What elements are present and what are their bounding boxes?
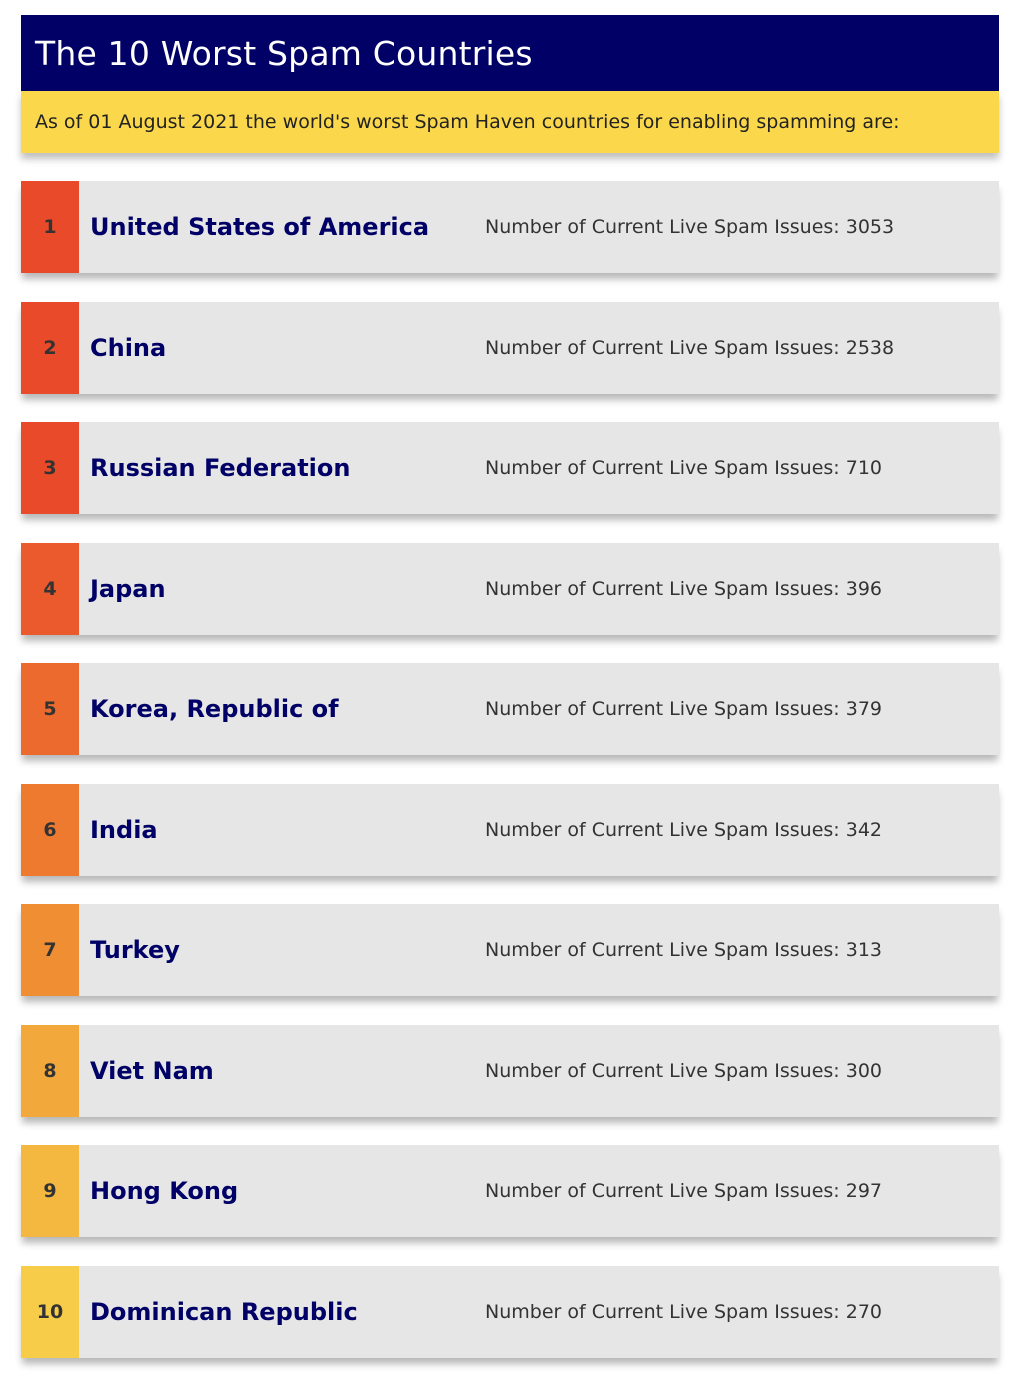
country-name-link[interactable]: Dominican Republic: [90, 1297, 358, 1326]
issues-label: Number of Current Live Spam Issues:: [485, 1059, 840, 1082]
title-bar: [21, 15, 999, 91]
issues-label: Number of Current Live Spam Issues:: [485, 336, 840, 359]
rank-badge: 10: [21, 1266, 79, 1358]
country-row[interactable]: [21, 1145, 999, 1237]
country-name-link[interactable]: Turkey: [90, 936, 180, 964]
issues-number: 313: [845, 939, 883, 961]
spam-countries-panel: [21, 15, 999, 1326]
issues-number: 300: [845, 1059, 883, 1082]
country-row[interactable]: [21, 422, 999, 514]
subtitle-bar: [21, 91, 999, 153]
issues-number: 3053: [845, 216, 895, 238]
page-subtitle: As of 01 August 2021 the world's worst Spam Haven countries for enabling spamming are:: [35, 111, 900, 133]
issues-number: 396: [845, 577, 883, 600]
issues-number: 270: [845, 1300, 883, 1323]
issues-label: Number of Current Live Spam Issues:: [485, 457, 840, 479]
country-row[interactable]: [21, 181, 999, 273]
rank-badge: 9: [21, 1145, 79, 1237]
rank-badge: 1: [21, 181, 79, 273]
country-row[interactable]: [21, 784, 999, 876]
issues-number: 379: [845, 698, 883, 720]
country-name-link[interactable]: Japan: [90, 574, 166, 603]
rank-badge: 8: [21, 1025, 79, 1117]
country-row[interactable]: [21, 904, 999, 996]
rank-badge: 6: [21, 784, 79, 876]
issues-count: [475, 663, 999, 755]
issues-count: [475, 1145, 999, 1237]
issues-label: Number of Current Live Spam Issues:: [485, 1300, 840, 1323]
rank-badge: 7: [21, 904, 79, 996]
country-name-link[interactable]: Hong Kong: [90, 1177, 239, 1205]
issues-count: [475, 181, 999, 273]
issues-number: 297: [845, 1180, 883, 1202]
issues-count: [475, 302, 999, 394]
country-name-link[interactable]: Viet Nam: [90, 1056, 214, 1085]
issues-number: 342: [845, 818, 883, 841]
rank-badge: 2: [21, 302, 79, 394]
issues-count: [475, 904, 999, 996]
country-row[interactable]: [21, 663, 999, 755]
rank-badge: 4: [21, 543, 79, 635]
rank-badge: 5: [21, 663, 79, 755]
country-row[interactable]: [21, 543, 999, 635]
issues-label: Number of Current Live Spam Issues:: [485, 216, 840, 238]
issues-count: [475, 1025, 999, 1117]
issues-number: 2538: [845, 336, 895, 359]
country-name-link[interactable]: United States of America: [90, 213, 430, 241]
issues-label: Number of Current Live Spam Issues:: [485, 939, 840, 961]
country-name-link[interactable]: Korea, Republic of: [90, 695, 339, 723]
issues-label: Number of Current Live Spam Issues:: [485, 818, 840, 841]
issues-label: Number of Current Live Spam Issues:: [485, 577, 840, 600]
issues-label: Number of Current Live Spam Issues:: [485, 1180, 840, 1202]
country-name-link[interactable]: India: [90, 815, 158, 844]
rank-badge: 3: [21, 422, 79, 514]
issues-count: [475, 543, 999, 635]
issues-label: Number of Current Live Spam Issues:: [485, 698, 840, 720]
issues-count: [475, 422, 999, 514]
country-row[interactable]: [21, 302, 999, 394]
country-row[interactable]: [21, 1025, 999, 1117]
page-title: The 10 Worst Spam Countries: [35, 33, 533, 73]
country-name-link[interactable]: Russian Federation: [90, 454, 351, 482]
issues-count: [475, 784, 999, 876]
issues-count: [475, 1266, 999, 1358]
country-name-link[interactable]: China: [90, 333, 167, 362]
country-row[interactable]: [21, 1266, 999, 1358]
issues-number: 710: [845, 457, 883, 479]
